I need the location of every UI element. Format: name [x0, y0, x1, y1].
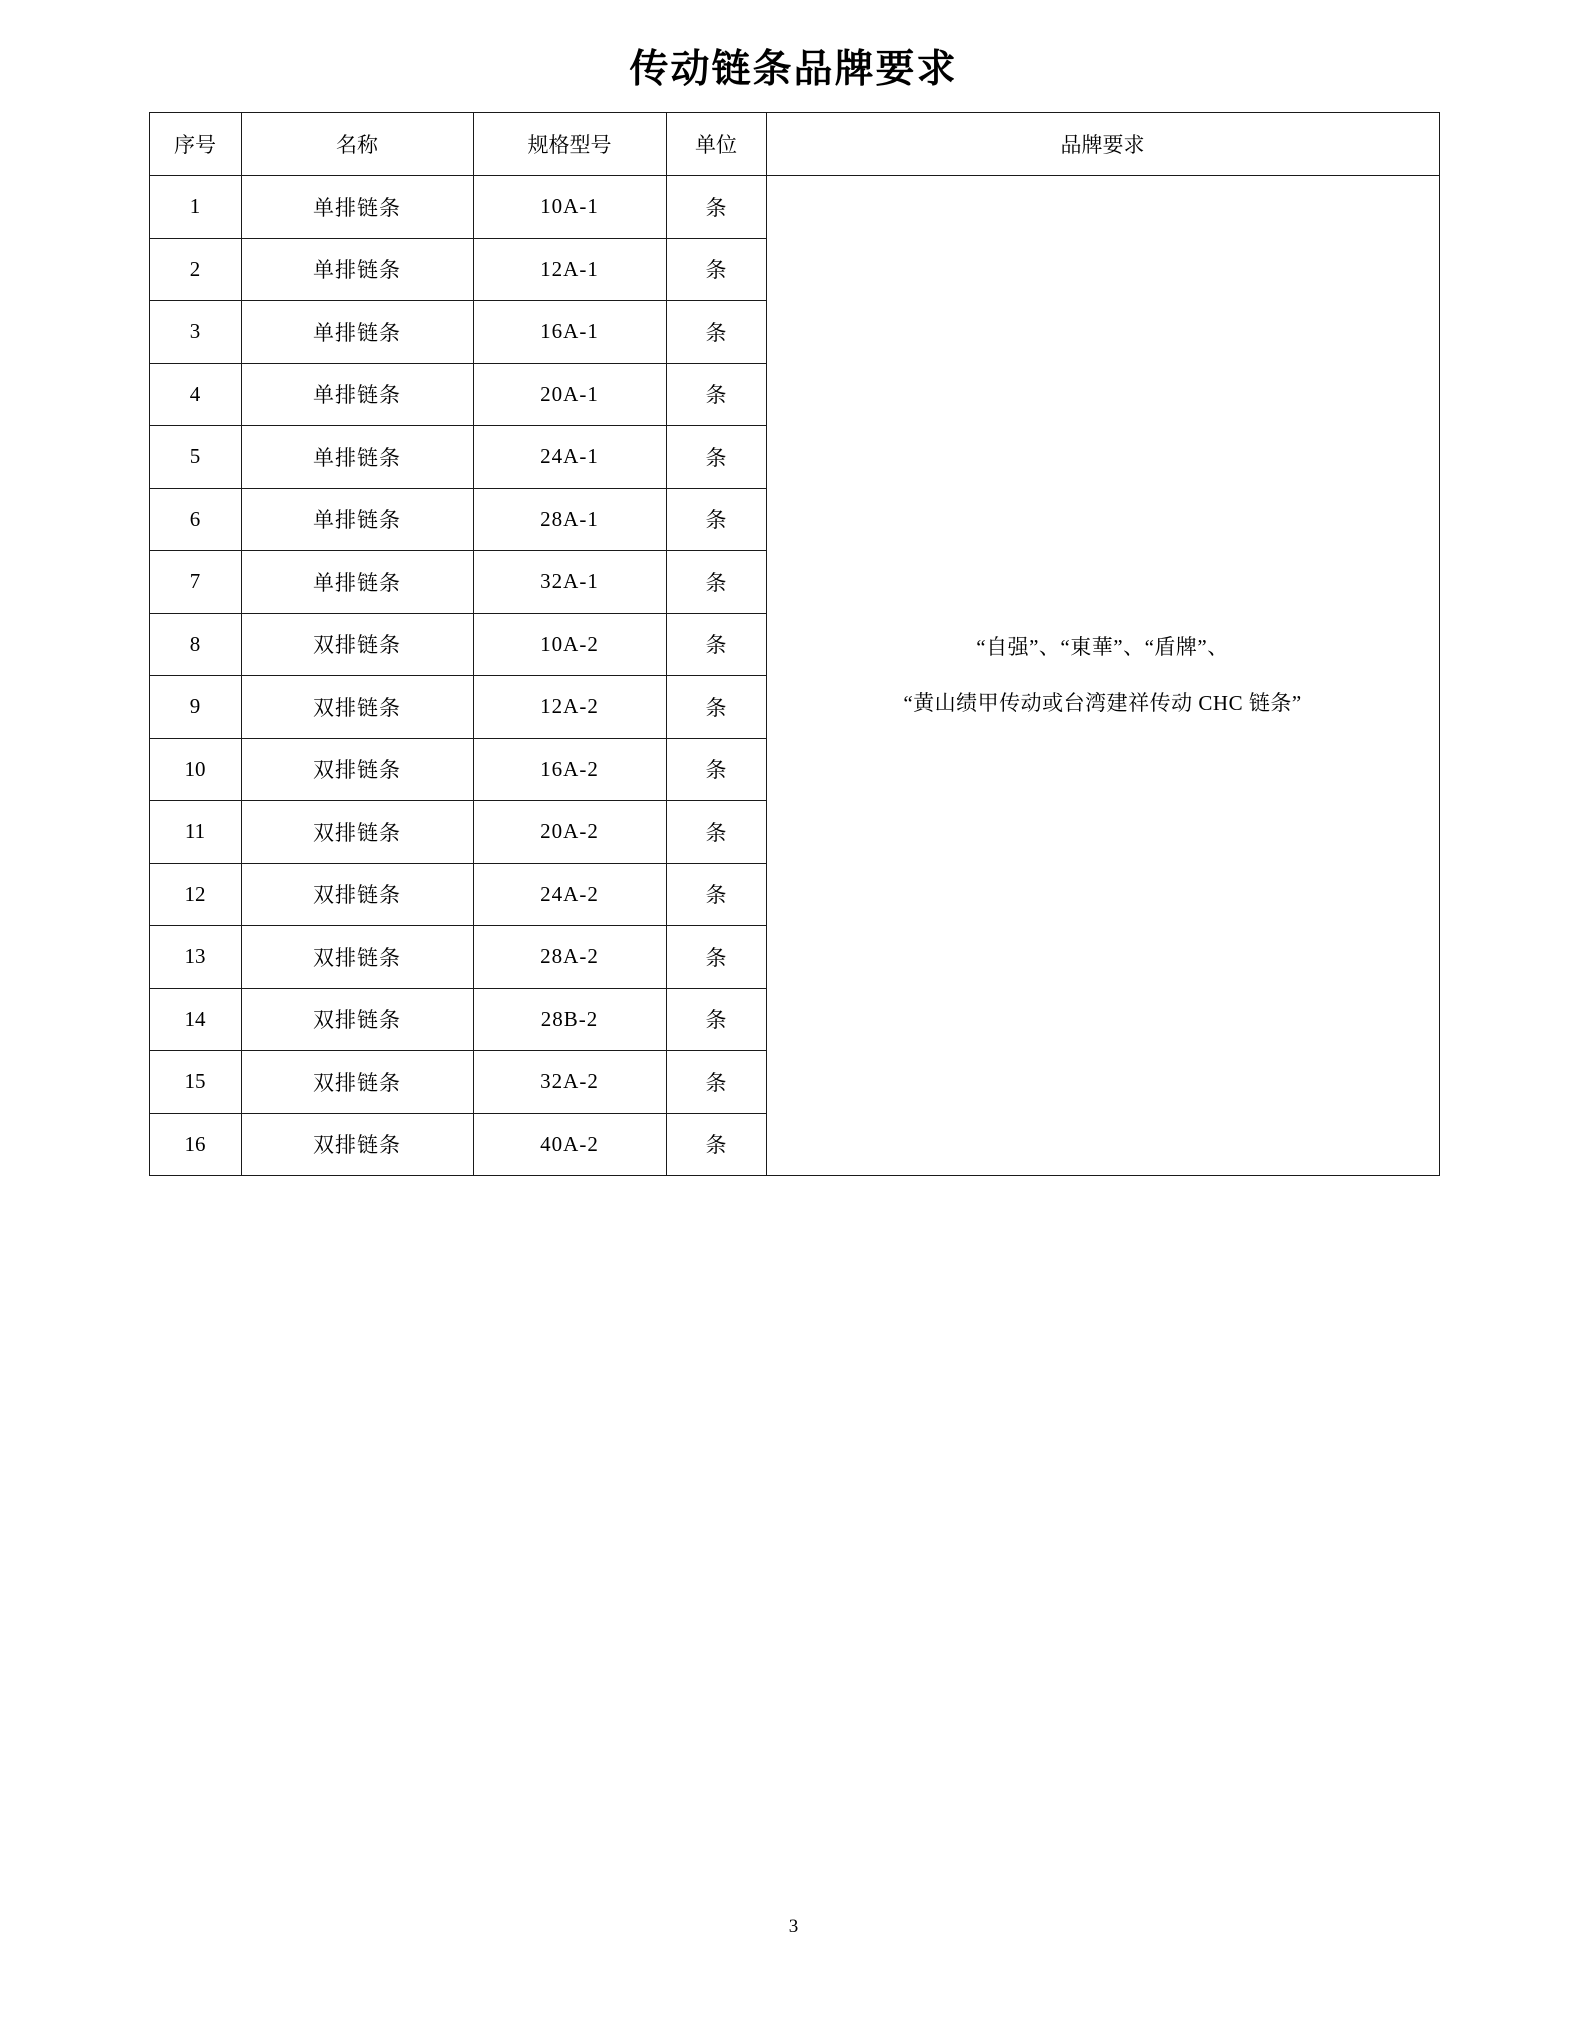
cell-spec: 20A-2 — [473, 801, 666, 864]
column-header-brand: 品牌要求 — [766, 113, 1439, 176]
page-title: 传动链条品牌要求 — [629, 48, 958, 91]
cell-seq: 8 — [149, 613, 241, 676]
cell-seq: 5 — [149, 426, 241, 489]
column-header-spec: 规格型号 — [473, 113, 666, 176]
cell-unit: 条 — [666, 676, 766, 739]
table-header — [149, 113, 1439, 176]
cell-name: 单排链条 — [241, 238, 473, 301]
brand-requirement-line-1: “自强”、“東華”、“盾牌”、 — [976, 635, 1229, 660]
cell-spec: 28B-2 — [473, 988, 666, 1051]
cell-name: 双排链条 — [241, 613, 473, 676]
cell-name: 单排链条 — [241, 301, 473, 364]
cell-name: 单排链条 — [241, 551, 473, 614]
cell-name: 单排链条 — [241, 488, 473, 551]
cell-unit: 条 — [666, 988, 766, 1051]
cell-unit: 条 — [666, 801, 766, 864]
cell-unit: 条 — [666, 863, 766, 926]
cell-name: 双排链条 — [241, 863, 473, 926]
cell-seq: 6 — [149, 488, 241, 551]
cell-name: 双排链条 — [241, 926, 473, 989]
cell-unit: 条 — [666, 551, 766, 614]
cell-unit: 条 — [666, 363, 766, 426]
cell-seq: 11 — [149, 801, 241, 864]
column-header-seq: 序号 — [149, 113, 241, 176]
cell-spec: 20A-1 — [473, 363, 666, 426]
page-number: 3 — [788, 1916, 799, 1937]
cell-spec: 40A-2 — [473, 1113, 666, 1176]
table-container — [149, 112, 1439, 1176]
cell-spec: 28A-2 — [473, 926, 666, 989]
cell-unit: 条 — [666, 488, 766, 551]
cell-name: 单排链条 — [241, 363, 473, 426]
cell-seq: 9 — [149, 676, 241, 739]
cell-name: 单排链条 — [241, 426, 473, 489]
cell-seq: 10 — [149, 738, 241, 801]
cell-name: 双排链条 — [241, 1113, 473, 1176]
cell-unit: 条 — [666, 926, 766, 989]
table-header-row — [149, 113, 1439, 176]
cell-name: 双排链条 — [241, 738, 473, 801]
cell-name: 双排链条 — [241, 801, 473, 864]
cell-unit: 条 — [666, 426, 766, 489]
cell-seq: 4 — [149, 363, 241, 426]
cell-unit: 条 — [666, 1051, 766, 1114]
cell-seq: 13 — [149, 926, 241, 989]
cell-brand-requirement — [766, 176, 1439, 1176]
cell-spec: 10A-1 — [473, 176, 666, 239]
cell-seq: 15 — [149, 1051, 241, 1114]
cell-seq: 12 — [149, 863, 241, 926]
cell-unit: 条 — [666, 738, 766, 801]
column-header-unit: 单位 — [666, 113, 766, 176]
cell-name: 双排链条 — [241, 988, 473, 1051]
cell-name: 双排链条 — [241, 676, 473, 739]
table-body — [149, 176, 1439, 1176]
cell-unit: 条 — [666, 301, 766, 364]
cell-unit: 条 — [666, 176, 766, 239]
cell-spec: 16A-1 — [473, 301, 666, 364]
cell-name: 单排链条 — [241, 176, 473, 239]
cell-spec: 32A-2 — [473, 1051, 666, 1114]
chain-spec-table — [149, 112, 1440, 1176]
cell-seq: 14 — [149, 988, 241, 1051]
cell-seq: 16 — [149, 1113, 241, 1176]
cell-spec: 16A-2 — [473, 738, 666, 801]
cell-spec: 12A-2 — [473, 676, 666, 739]
cell-name: 双排链条 — [241, 1051, 473, 1114]
brand-requirement-line-2: “黄山绩甲传动或台湾建祥传动 CHC 链条” — [903, 690, 1302, 715]
cell-seq: 3 — [149, 301, 241, 364]
cell-spec: 24A-2 — [473, 863, 666, 926]
table-row — [149, 176, 1439, 239]
column-header-name: 名称 — [241, 113, 473, 176]
cell-unit: 条 — [666, 238, 766, 301]
cell-seq: 2 — [149, 238, 241, 301]
cell-spec: 32A-1 — [473, 551, 666, 614]
cell-unit: 条 — [666, 613, 766, 676]
cell-seq: 7 — [149, 551, 241, 614]
cell-spec: 24A-1 — [473, 426, 666, 489]
cell-spec: 28A-1 — [473, 488, 666, 551]
cell-unit: 条 — [666, 1113, 766, 1176]
cell-spec: 12A-1 — [473, 238, 666, 301]
cell-seq: 1 — [149, 176, 241, 239]
cell-spec: 10A-2 — [473, 613, 666, 676]
